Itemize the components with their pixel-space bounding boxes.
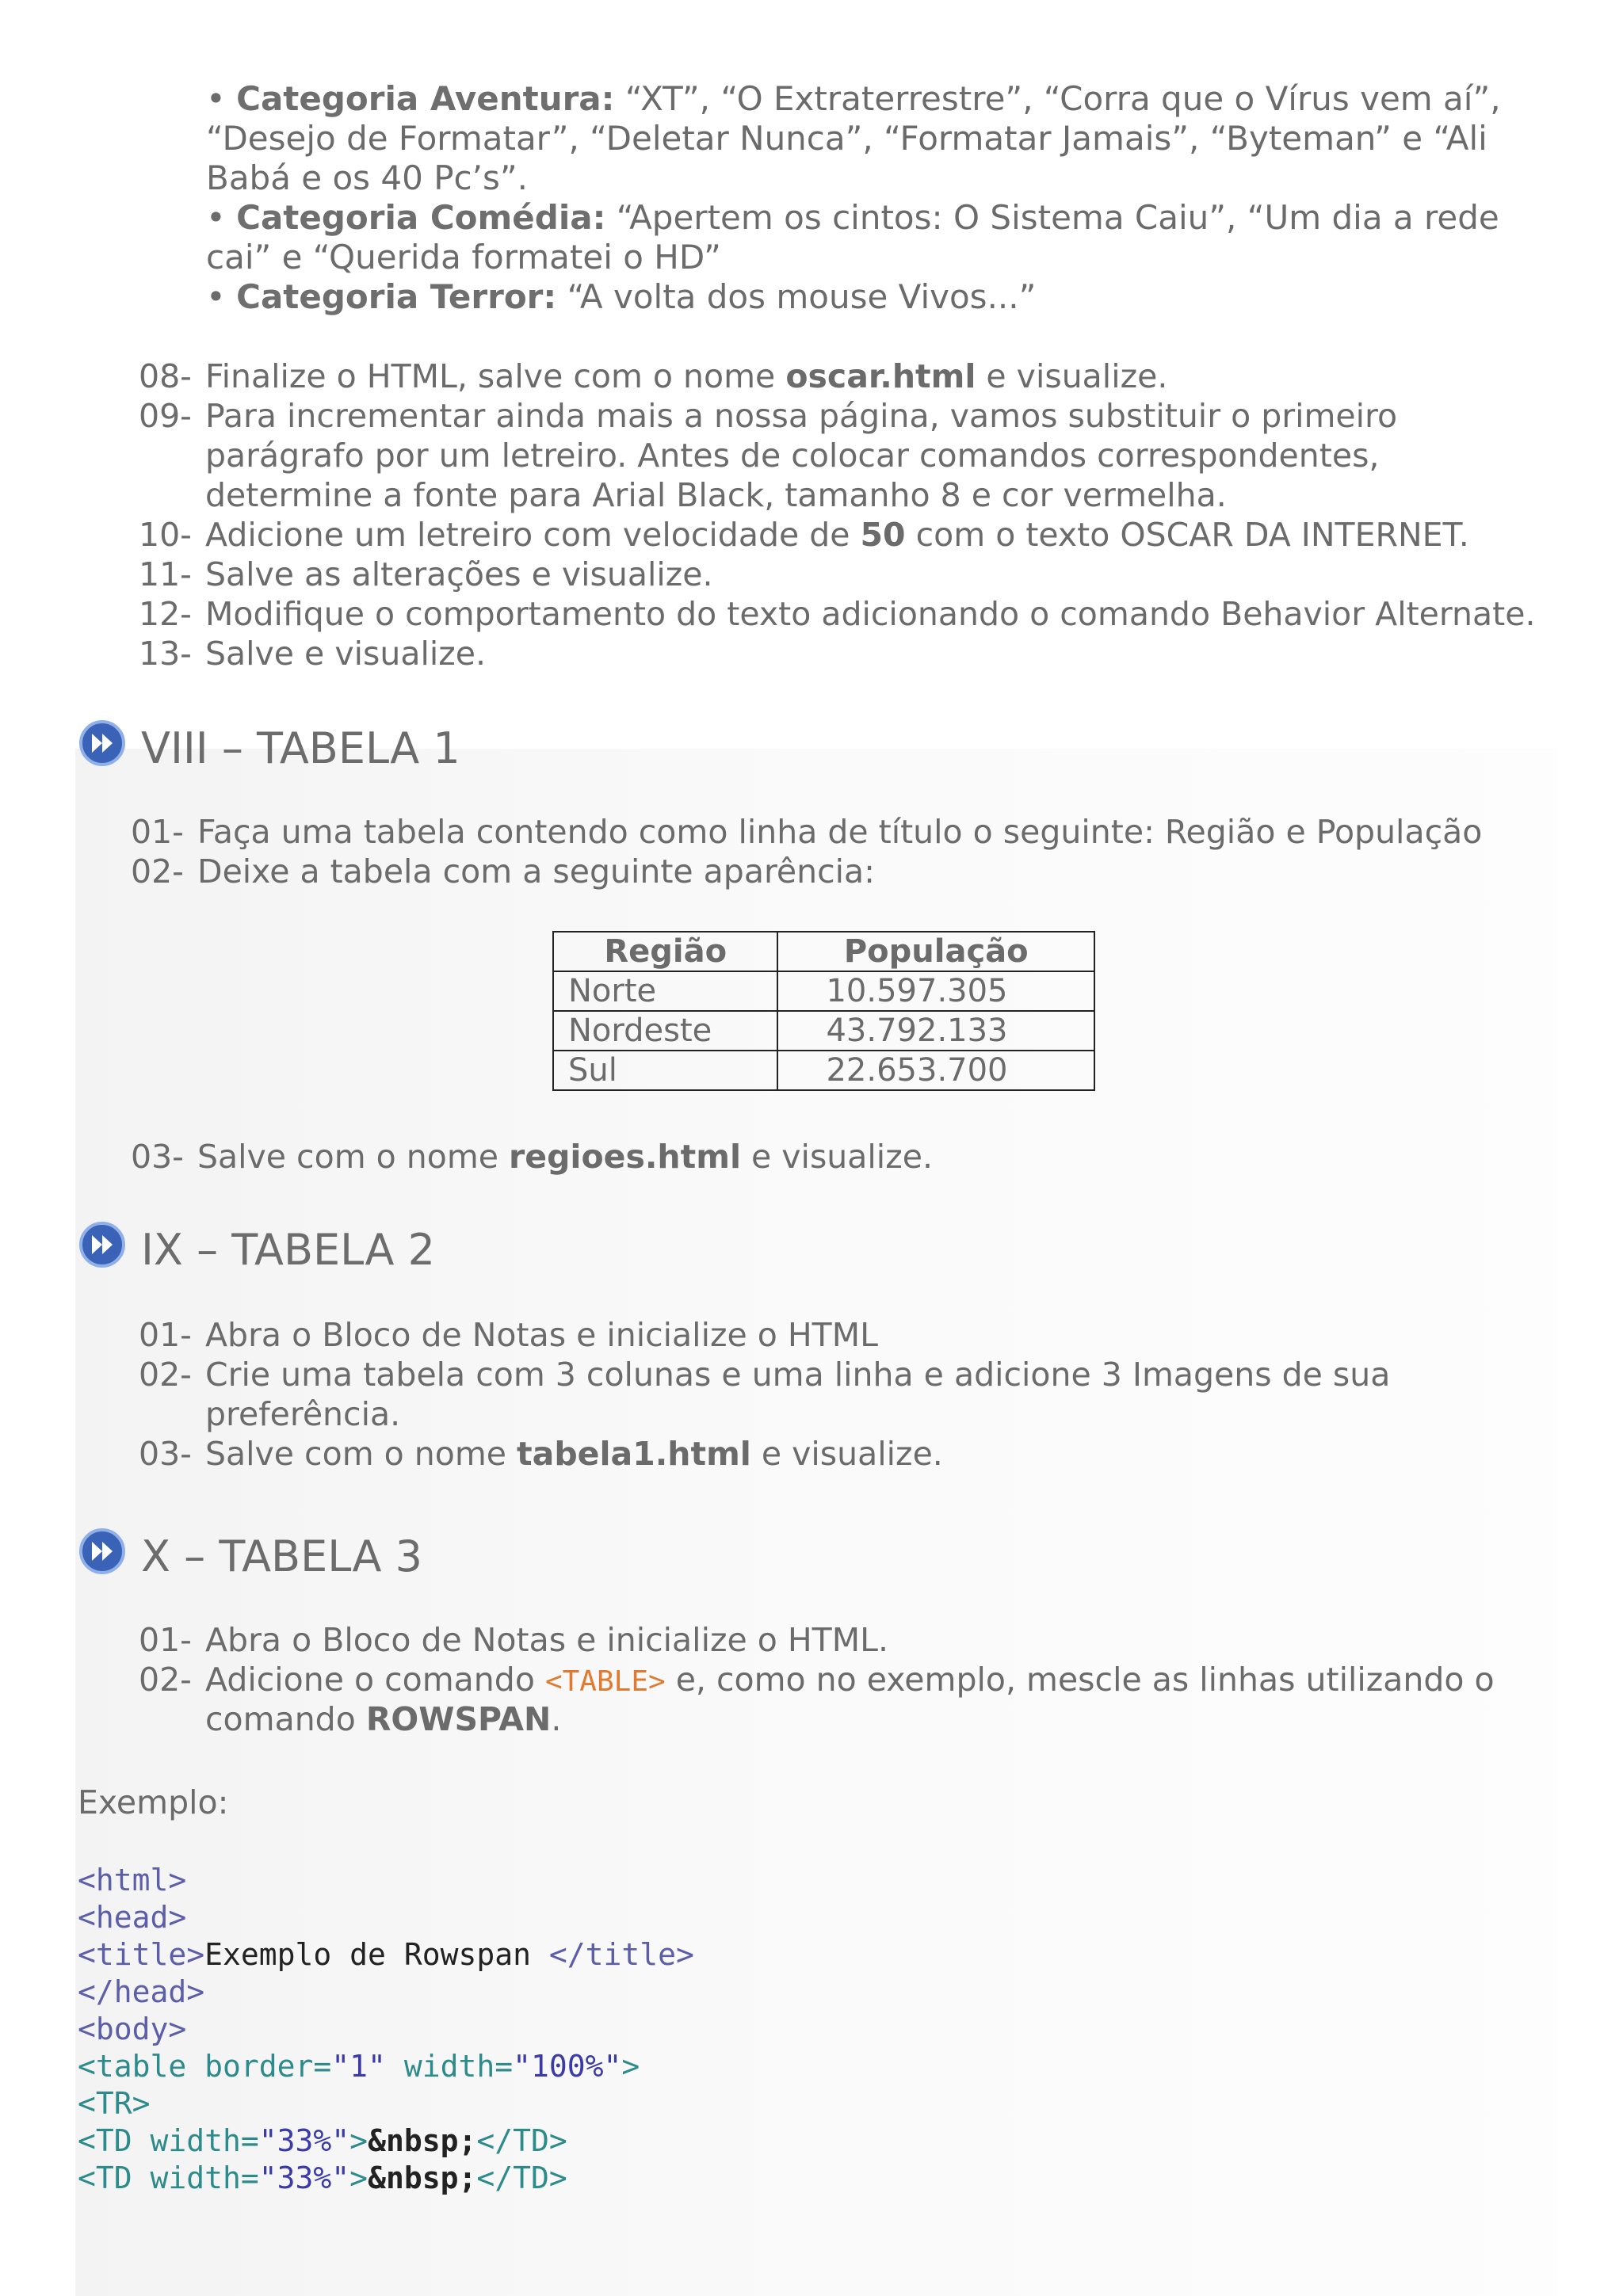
step-10: 10- Adicione um letreiro com velocidade de 50 com o texto OSCAR DA INTERNET. <box>139 516 1469 554</box>
table-cell: 10.597.305 <box>777 971 1094 1011</box>
table-header-row <box>553 932 1094 971</box>
table-cell: Sul <box>553 1051 777 1090</box>
code-line: <TR> <box>78 2086 151 2121</box>
table-header: População <box>777 932 1094 971</box>
code-line: <TD width="33%">&nbsp;</TD> <box>78 2161 567 2195</box>
code-line: <html> <box>78 1863 187 1897</box>
step-13: 13- Salve e visualize. <box>139 635 487 673</box>
code-line: <head> <box>78 1900 187 1935</box>
table-row <box>553 1011 1094 1051</box>
section-title: IX – TABELA 2 <box>141 1225 435 1275</box>
sec8-step-01: 01- Faça uma tabela contendo como linha de título o seguinte: Região e População <box>131 813 1483 851</box>
table-cell: Norte <box>553 971 777 1011</box>
step-09-line2: parágrafo por um letreiro. Antes de colocar comandos correspondentes, <box>205 437 1380 475</box>
step-09: 09- Para incrementar ainda mais a nossa página, vamos substituir o primeiro <box>139 397 1398 435</box>
bullet-aventura: • Categoria Aventura: “XT”, “O Extraterrestre”, “Corra que o Vírus vem aí”, <box>206 79 1501 118</box>
code-line: <body> <box>78 2012 187 2046</box>
sec9-step-02: 02- Crie uma tabela com 3 colunas e uma linha e adicione 3 Imagens de sua <box>139 1356 1391 1394</box>
sec8-step-02: 02- Deixe a tabela com a seguinte aparência: <box>131 852 875 891</box>
sec9-step-02-line2: preferência. <box>205 1395 401 1433</box>
code-line: </head> <box>78 1974 205 2009</box>
table-cell: 43.792.133 <box>777 1011 1094 1051</box>
table-cell: 22.653.700 <box>777 1051 1094 1090</box>
step-08: 08- Finalize o HTML, salve com o nome oscar.html e visualize. <box>139 357 1168 395</box>
step-11: 11- Salve as alterações e visualize. <box>139 555 713 593</box>
bullet-aventura-line3: Babá e os 40 Pc’s”. <box>206 158 528 197</box>
step-09-line3: determine a fonte para Arial Black, tamanho 8 e cor vermelha. <box>205 476 1227 514</box>
code-line: <table border="1" width="100%"> <box>78 2049 640 2084</box>
code-line: <title>Exemplo de Rowspan </title> <box>78 1937 694 1972</box>
regions-table <box>552 931 1095 1091</box>
section-title: X – TABELA 3 <box>141 1531 423 1581</box>
bullet-comedia: • Categoria Comédia: “Apertem os cintos: O Sistema Caiu”, “Um dia a rede <box>206 198 1499 237</box>
bullet-aventura-line2: “Desejo de Formatar”, “Deletar Nunca”, “Formatar Jamais”, “Byteman” e “Ali <box>206 119 1487 158</box>
bullet-terror: • Categoria Terror: “A volta dos mouse Vivos...” <box>206 277 1037 316</box>
code-line: <TD width="33%">&nbsp;</TD> <box>78 2123 567 2158</box>
section-title: VIII – TABELA 1 <box>141 723 460 773</box>
table-header: Região <box>553 932 777 971</box>
sec9-step-01: 01- Abra o Bloco de Notas e inicialize o HTML <box>139 1316 878 1354</box>
sec8-step-03: 03- Salve com o nome regioes.html e visualize. <box>131 1138 933 1176</box>
sec10-step-01: 01- Abra o Bloco de Notas e inicialize o HTML. <box>139 1621 888 1659</box>
bullet-comedia-line2: cai” e “Querida formatei o HD” <box>206 238 721 277</box>
fast-forward-icon <box>79 1528 125 1574</box>
example-label: Exemplo: <box>78 1783 229 1821</box>
sec10-step-02-line2: comando ROWSPAN. <box>205 1700 562 1738</box>
table-row <box>553 1051 1094 1090</box>
sec10-step-02: 02- Adicione o comando <TABLE> e, como no exemplo, mescle as linhas utilizando o <box>139 1661 1495 1699</box>
sec9-step-03: 03- Salve com o nome tabela1.html e visualize. <box>139 1435 943 1473</box>
fast-forward-icon <box>79 720 125 766</box>
fast-forward-icon <box>79 1222 125 1268</box>
step-12: 12- Modifique o comportamento do texto adicionando o comando Behavior Alternate. <box>139 595 1536 633</box>
table-row <box>553 971 1094 1011</box>
table-cell: Nordeste <box>553 1011 777 1051</box>
